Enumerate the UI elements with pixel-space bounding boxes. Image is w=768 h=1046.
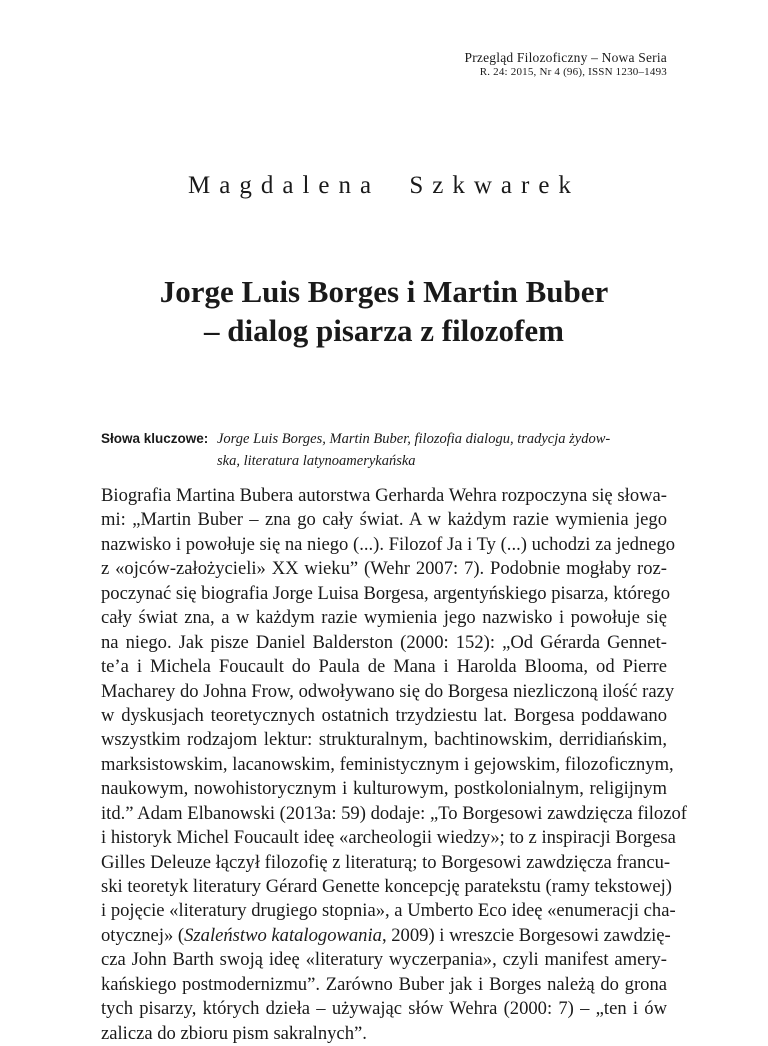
keywords-line-1: Jorge Luis Borges, Martin Buber, filozofia dialogu, tradycja żydow- [217, 431, 611, 447]
body-line: z «ojców-założycieli» XX wieku” (Wehr 2007: 7). Podobnie mogłaby roz- [101, 558, 667, 580]
journal-issue-info: R. 24: 2015, Nr 4 (96), ISSN 1230–1493 [479, 66, 667, 78]
keywords-list [217, 428, 667, 472]
body-line: zalicza do zbioru pism sakralnych”. [101, 1022, 367, 1044]
body-line: w dyskusjach teoretycznych ostatnich trzydziestu lat. Borgesa poddawano [101, 704, 667, 726]
keywords-label: Słowa kluczowe: [101, 431, 209, 446]
body-line: nazwisko i powołuje się na niego (...). Filozof Ja i Ty (...) uchodzi za jednego [101, 533, 676, 555]
body-text-segment: , 2009) i wreszcie Borgesowi zawdzię- [381, 924, 671, 946]
body-line: Gilles Deleuze łączył filozofię z literaturą; to Borgesowi zawdzięcza francu- [101, 851, 671, 873]
body-line [101, 924, 671, 948]
article-body [101, 484, 687, 1046]
journal-name: Przegląd Filozoficzny – Nowa Seria [464, 50, 667, 65]
body-line: kańskiego postmodernizmu”. Zarówno Buber jak i Borges należą do grona [101, 973, 667, 995]
body-line: Macharey do Johna Frow, odwoływano się do Borgesa niezliczoną ilość razy [101, 680, 675, 702]
body-line: itd.” Adam Elbanowski (2013a: 59) dodaje: „To Borgesowi zawdzięcza filozof [101, 802, 687, 824]
cited-book-title: Szaleństwo katalogowania [184, 924, 382, 946]
body-line: i pojęcie «literatury drugiego stopnia», a Umberto Eco ideę «enumeracji cha- [101, 900, 676, 922]
body-line: na niego. Jak pisze Daniel Balderston (2000: 152): „Od Gérarda Gennet- [101, 631, 667, 653]
body-line: naukowym, nowohistorycznym i kulturowym, postkolonialnym, religijnym [101, 778, 667, 800]
body-line: marksistowskim, lacanowskim, feministycznym i gejowskim, filozoficznym, [101, 753, 674, 775]
keywords-line-2: ska, literatura latynoamerykańska [217, 453, 416, 469]
author-name: Magdalena Szkwarek [188, 172, 580, 199]
body-line: te’a i Michela Foucault do Paula de Mana i Harolda Blooma, od Pierre [101, 656, 667, 678]
body-line: mi: „Martin Buber – zna go cały świat. A w każdym razie wymienia jego [101, 509, 667, 531]
body-line: poczynać się biografia Jorge Luisa Borgesa, argentyńskiego pisarza, którego [101, 582, 670, 604]
article-title [0, 272, 768, 350]
body-line: ski teoretyk literatury Gérard Genette koncepcję paratekstu (ramy tekstowej) [101, 876, 673, 897]
body-line: Biografia Martina Bubera autorstwa Gerharda Wehra rozpoczyna się słowa- [101, 485, 667, 506]
journal-header [465, 50, 668, 80]
keywords-block [101, 428, 667, 472]
body-text-segment: otycznej» ( [101, 924, 185, 946]
body-line: wszystkim rodzajom lektur: strukturalnym, bachtinowskim, derridiańskim, [101, 729, 667, 751]
title-line-2: – dialog pisarza z filozofem [204, 313, 564, 348]
title-line-1: Jorge Luis Borges i Martin Buber [159, 274, 609, 309]
body-line: cza John Barth swoją ideę «literatury wyczerpania», czyli manifest amery- [101, 949, 667, 971]
body-line: i historyk Michel Foucault ideę «archeologii wiedzy»; to z inspiracji Borgesa [101, 827, 676, 849]
body-line: tych pisarzy, których dzieła – używając słów Wehra (2000: 7) – „ten i ów [101, 998, 667, 1020]
body-line: cały świat zna, a w każdym razie wymienia jego nazwisko i powołuje się [101, 607, 667, 629]
